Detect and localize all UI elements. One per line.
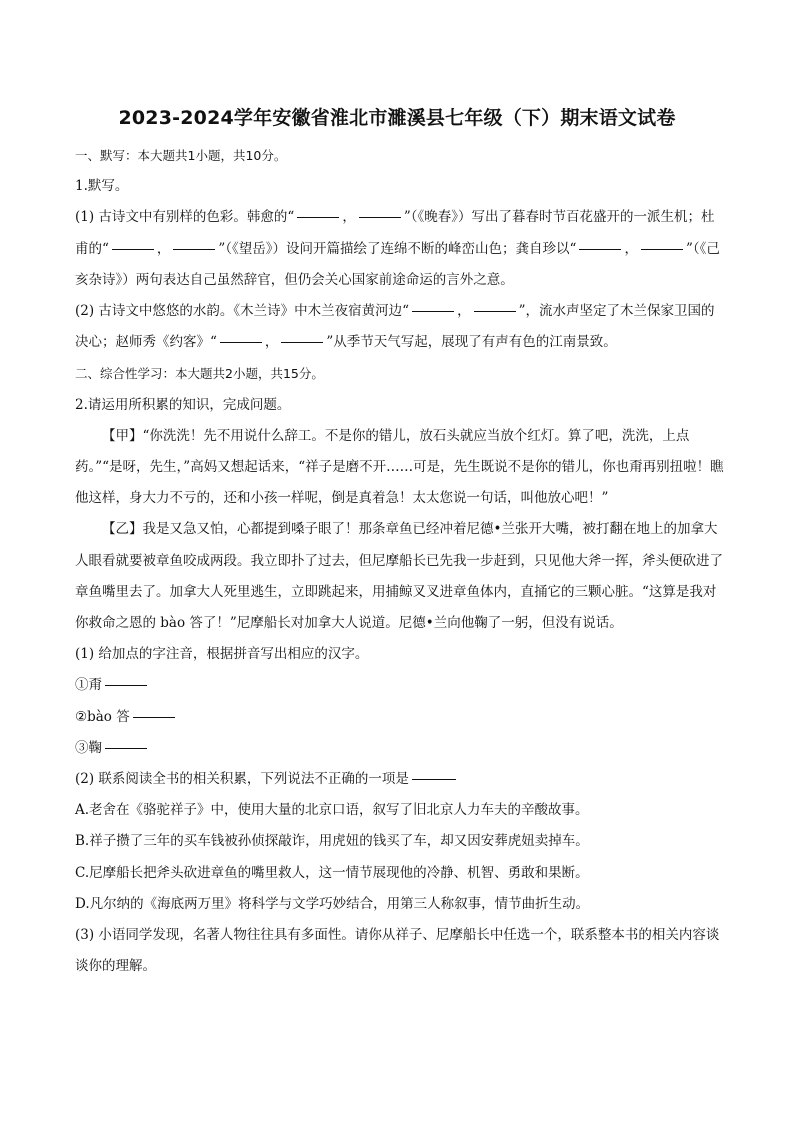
option-d: D.凡尔纳的《海底两万里》将科学与文学巧妙结合，用第三人称叙事，情节曲折生动。 xyxy=(75,895,590,912)
answer-blank[interactable] xyxy=(412,778,456,780)
answer-blank[interactable] xyxy=(281,341,323,343)
option-a: A.老舍在《骆驼祥子》中，使用大量的北京口语，叙写了旧北京人力车夫的辛酸故事。 xyxy=(75,802,589,819)
answer-blank[interactable] xyxy=(173,248,215,250)
answer-blank[interactable] xyxy=(474,310,516,312)
passage-jia: 【甲】“你洗洗！先不用说什么辞工。不是你的错儿，放石头就应当放个红灯。算了吧，洗洗，上点药。”“是呀，先生，”高妈又想起话来，“祥子是磨不开……可是，先生既说不是你的错儿，你也甭再别扭啦！瞧他这样，身大力不亏的，还和小孩一样呢，倒是真着急！太太您说一句话，叫他放心吧！” xyxy=(75,427,724,507)
section1-header: 一、默写：本大题共1小题，共10分。 xyxy=(75,148,287,163)
q1-title: 1.默写。 xyxy=(75,178,129,195)
exam-content xyxy=(75,140,725,982)
answer-blank[interactable] xyxy=(641,248,683,250)
answer-blank[interactable] xyxy=(220,341,262,343)
q2-sub3: (3) 小语同学发现，名著人物往往具有多面性。请你从祥子、尼摩船长中任选一个，联系整本书的相关内容谈谈你的理解。 xyxy=(75,927,720,975)
q1-part1: (1) 古诗文中有别样的色彩。韩愈的“ ， ”（《晚春》）写出了暮春时节百花盛开的一派生机；杜甫的“ ， ”（《望岳》）设问开篇描绘了连绵不断的峰峦山色；龚自珍以“ ， ”（《己亥杂诗》）两句表达自己虽然辞官，但仍会关心国家前途命运的言外之意。 xyxy=(75,209,720,288)
q2-item2: ②bào 答 xyxy=(75,702,725,733)
answer-blank[interactable] xyxy=(297,216,339,218)
q2-title: 2.请运用所积累的知识，完成问题。 xyxy=(75,396,291,413)
answer-blank[interactable] xyxy=(359,216,401,218)
option-c: C.尼摩船长把斧头砍进章鱼的嘴里救人，这一情节展现他的冷静、机智、勇敢和果断。 xyxy=(75,864,589,881)
passage-yi: 【乙】我是又急又怕，心都提到嗓子眼了！那条章鱼已经冲着尼德•兰张开大嘴，被打翻在地上的加拿大人眼看就要被章鱼咬成两段。我立即扑了过去，但尼摩船长已先我一步赶到，只见他大斧一挥，斧头便砍进了章鱼嘴里去了。加拿大人死里逃生，立即跳起来，用捕鲸叉叉进章鱼体内，直捅它的三颗心脏。“这算是我对你救命之恩的 bào 答了！”尼摩船长对加拿大人说道。尼德•兰向他鞠了一躬，但没有说话。 xyxy=(75,521,723,632)
exam-title: 2023-2024学年安徽省淮北市濉溪县七年级（下）期末语文试卷 xyxy=(118,107,676,129)
answer-blank[interactable] xyxy=(133,716,175,718)
q2-sub1: (1) 给加点的字注音，根据拼音写出相应的汉字。 xyxy=(75,646,369,663)
answer-blank[interactable] xyxy=(105,747,147,749)
option-b: B.祥子攒了三年的买车钱被孙侦探敲诈，用虎妞的钱买了车，却又因安葬虎妞卖掉车。 xyxy=(75,833,589,850)
q2-item1: ①甭 xyxy=(75,670,725,701)
answer-blank[interactable] xyxy=(412,310,454,312)
answer-blank[interactable] xyxy=(105,684,147,686)
q2-sub2: (2) 联系阅读全书的相关积累，下列说法不正确的一项是 xyxy=(75,764,725,795)
q2-item3: ③鞠 xyxy=(75,733,725,764)
answer-blank[interactable] xyxy=(579,248,621,250)
section2-header: 二、综合性学习：本大题共2小题，共15分。 xyxy=(75,366,324,382)
answer-blank[interactable] xyxy=(112,248,154,250)
q1-part2: (2) 古诗文中悠悠的水韵。《木兰诗》中木兰夜宿黄河边“ ， ”，流水声坚定了木兰保家卫国的决心；赵师秀《约客》“ ， ”从季节天气写起，展现了有声有色的江南景致。 xyxy=(75,303,715,351)
